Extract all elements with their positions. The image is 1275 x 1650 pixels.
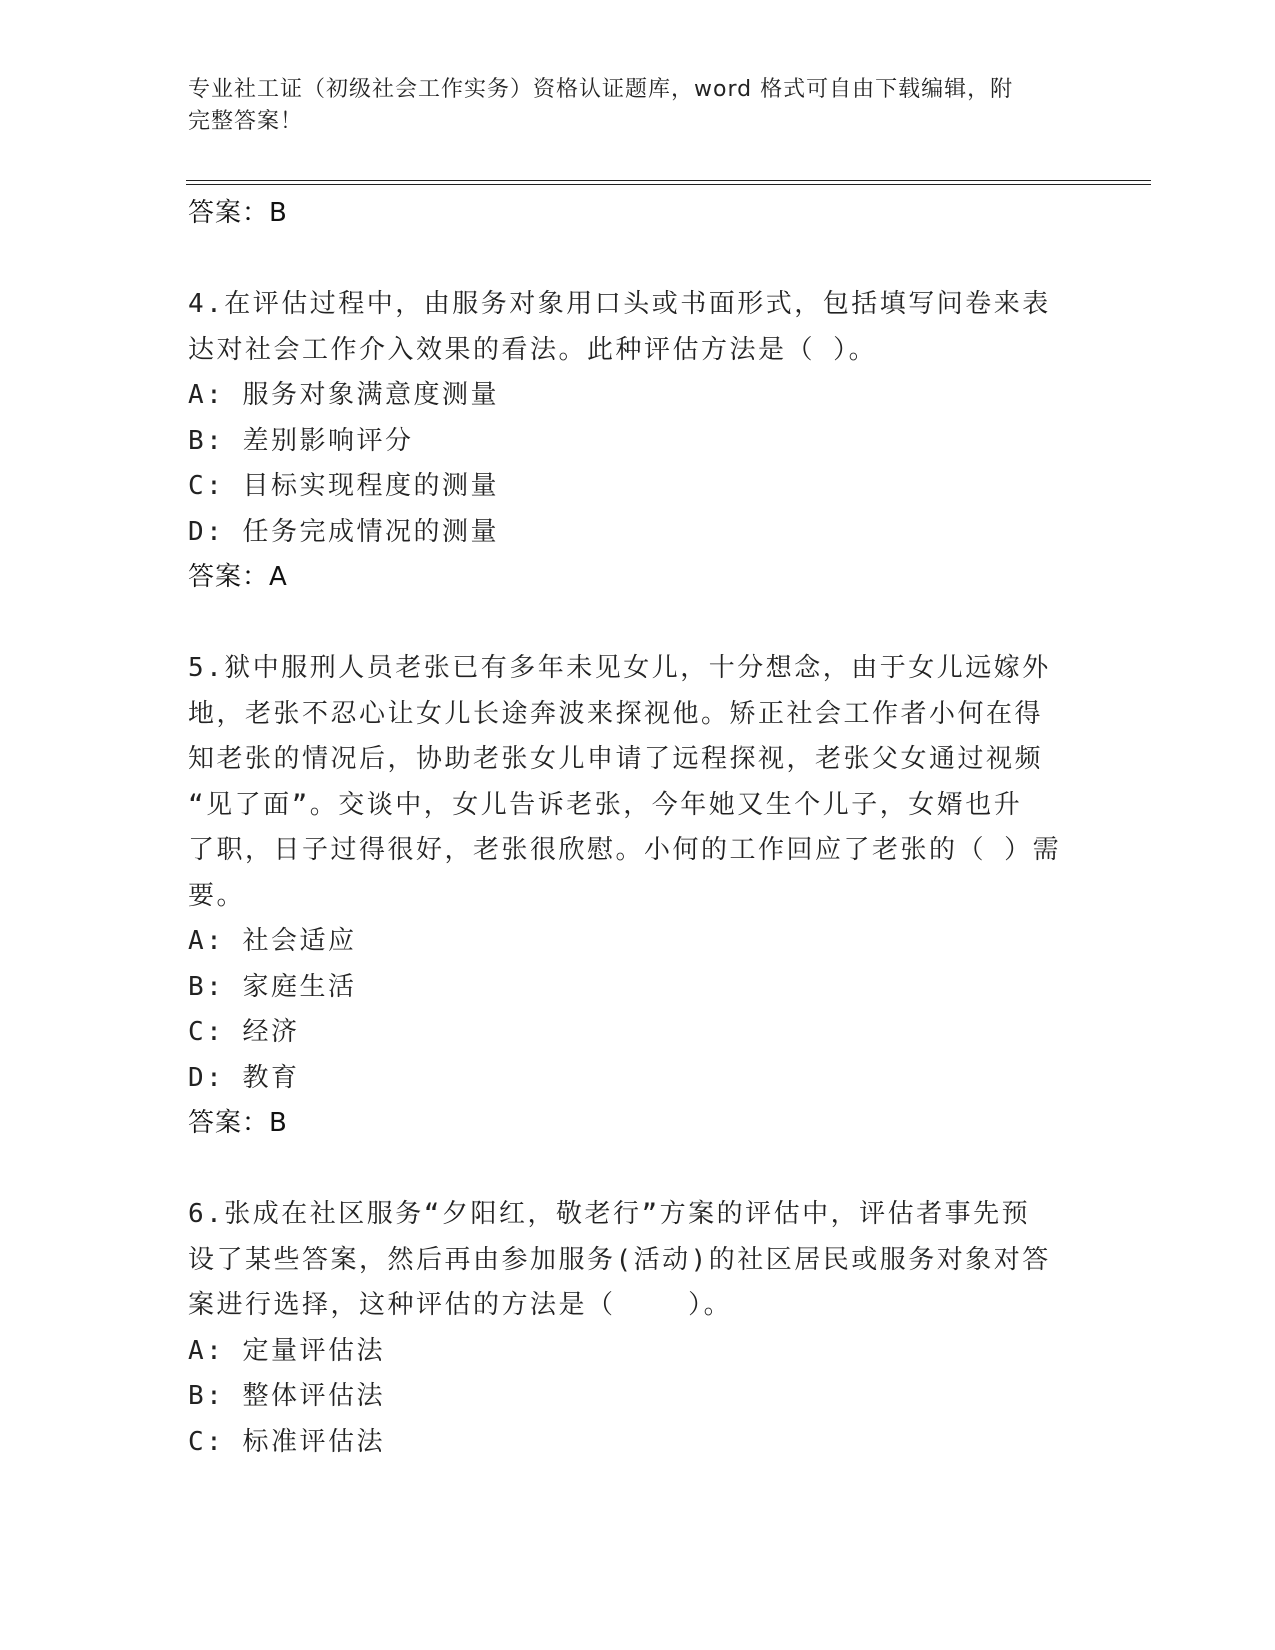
question-5 [188, 646, 1088, 1146]
document-header [188, 74, 1068, 138]
question-stem-line: “见了面”。交谈中，女儿告诉老张，今年她又生个儿子，女婿也升 [188, 789, 1023, 820]
option-c: C: 经济 [188, 1017, 300, 1047]
option-c: C: 标准评估法 [188, 1426, 385, 1457]
option-a: A: 服务对象满意度测量 [188, 380, 499, 410]
question-stem-line: 5.狱中服刑人员老张已有多年未见女儿，十分想念，由于女儿远嫁外 [188, 653, 1051, 683]
header-divider-bottom [186, 184, 1151, 185]
option-b: B: 差别影响评分 [188, 425, 414, 456]
question-answer: 答案：A [188, 562, 288, 592]
question-content [188, 190, 1088, 1465]
question-stem-line: 地，老张不忍心让女儿长途奔波来探视他。矫正社会工作者小何在得 [188, 698, 1044, 729]
header-divider-top [186, 180, 1151, 181]
option-d: D: 任务完成情况的测量 [188, 516, 499, 547]
question-stem-line: 设了某些答案，然后再由参加服务(活动)的社区居民或服务对象对答 [188, 1244, 1051, 1275]
question-stem-line: 知老张的情况后，协助老张女儿申请了远程探视，老张父女通过视频 [188, 744, 1044, 774]
header-line-1: 专业社工证（初级社会工作实务）资格认证题库，word 格式可自由下载编辑，附 [188, 77, 1014, 102]
question-stem-line: 4.在评估过程中，由服务对象用口头或书面形式，包括填写问卷来表 [188, 289, 1051, 319]
option-a: A: 定量评估法 [188, 1335, 385, 1366]
question-stem-line: 6.张成在社区服务“夕阳红，敬老行”方案的评估中，评估者事先预 [188, 1199, 1031, 1229]
option-d: D: 教育 [188, 1062, 300, 1093]
option-a: A: 社会适应 [188, 926, 357, 956]
question-stem-line: 要。 [188, 880, 246, 911]
previous-answer: 答案：B [188, 198, 288, 228]
question-stem-line: 达对社会工作介入效果的看法。此种评估方法是（ ）。 [188, 334, 878, 365]
question-4 [188, 282, 1088, 600]
question-stem-line: 了职，日子过得很好，老张很欣慰。小何的工作回应了老张的（ ）需 [188, 835, 1062, 865]
question-answer: 答案：B [188, 1108, 288, 1138]
header-line-2: 完整答案！ [188, 109, 304, 134]
option-c: C: 目标实现程度的测量 [188, 471, 499, 501]
option-b: B: 整体评估法 [188, 1381, 385, 1411]
question-stem-line: 案进行选择，这种评估的方法是（ ）。 [188, 1290, 733, 1320]
question-6 [188, 1192, 1088, 1465]
option-b: B: 家庭生活 [188, 971, 357, 1002]
